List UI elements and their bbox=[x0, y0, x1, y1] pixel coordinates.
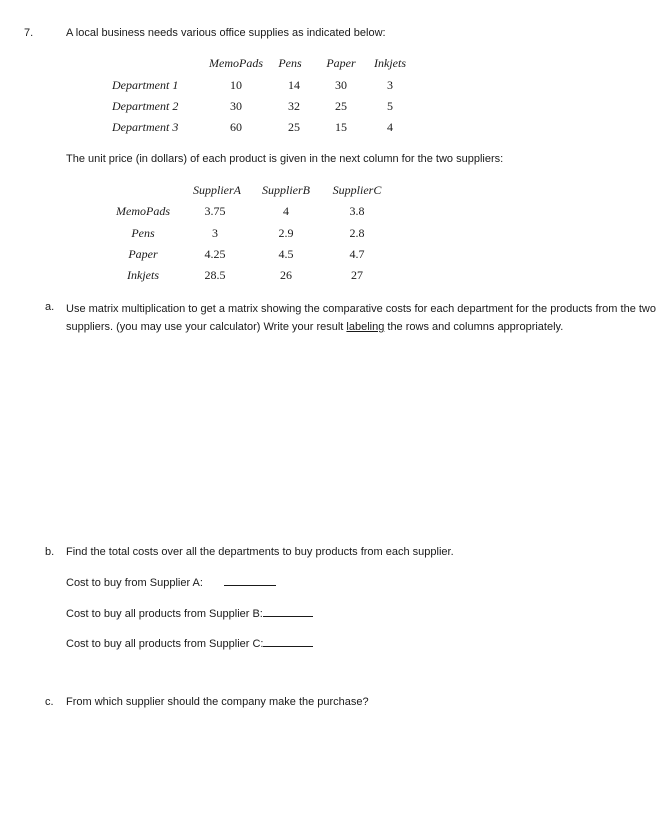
price-row-label: Inkjets bbox=[127, 268, 159, 282]
demand-cell: 25 bbox=[288, 120, 300, 134]
part-c-question: From which supplier should the company make the purchase? bbox=[66, 696, 369, 708]
price-cell: 27 bbox=[351, 268, 363, 282]
demand-cell: 4 bbox=[387, 120, 393, 134]
problem-number: 7. bbox=[24, 27, 34, 39]
part-a-underlined-word: labeling bbox=[346, 321, 385, 333]
price-cell: 26 bbox=[280, 268, 292, 282]
demand-cell: 30 bbox=[230, 99, 242, 113]
price-col-header: SupplierB bbox=[262, 183, 310, 197]
cost-supplier-b-line bbox=[66, 607, 313, 620]
price-cell: 4 bbox=[283, 204, 289, 218]
price-cell: 3 bbox=[212, 226, 218, 240]
part-a-marker: a. bbox=[45, 301, 55, 313]
demand-cell: 60 bbox=[230, 120, 242, 134]
demand-cell: 14 bbox=[288, 78, 300, 92]
cost-supplier-c-blank[interactable] bbox=[263, 637, 313, 647]
demand-row-label: Department 1 bbox=[112, 78, 179, 92]
price-cell: 4.25 bbox=[204, 247, 226, 261]
part-c-marker: c. bbox=[45, 696, 54, 708]
price-cell: 4.5 bbox=[278, 247, 294, 261]
price-cell: 28.5 bbox=[204, 268, 226, 282]
demand-row-label: Department 2 bbox=[112, 99, 179, 113]
problem-intro: A local business needs various office supplies as indicated below: bbox=[66, 27, 386, 39]
part-a-question bbox=[66, 300, 656, 336]
price-cell: 2.9 bbox=[278, 226, 294, 240]
price-cell: 3.8 bbox=[349, 204, 365, 218]
cost-supplier-a-blank[interactable] bbox=[224, 576, 276, 586]
price-cell: 3.75 bbox=[204, 204, 226, 218]
cost-supplier-c-line bbox=[66, 637, 313, 650]
part-a-text-end: the rows and columns appropriately. bbox=[384, 321, 564, 333]
demand-cell: 10 bbox=[230, 78, 242, 92]
cost-supplier-b-label: Cost to buy all products from Supplier B: bbox=[66, 608, 263, 620]
part-b-question: Find the total costs over all the departments to buy products from each supplier. bbox=[66, 546, 454, 558]
price-cell: 4.7 bbox=[349, 247, 365, 261]
price-cell: 2.8 bbox=[349, 226, 365, 240]
demand-cell: 32 bbox=[288, 99, 300, 113]
demand-row-label: Department 3 bbox=[112, 120, 179, 134]
price-col-header: SupplierC bbox=[332, 183, 382, 197]
price-col-header: SupplierA bbox=[193, 183, 241, 197]
demand-cell: 5 bbox=[387, 99, 393, 113]
demand-col-header: MemoPads bbox=[209, 56, 263, 70]
price-row-label: Paper bbox=[128, 247, 158, 261]
price-intro: The unit price (in dollars) of each product is given in the next column for the two suppliers: bbox=[66, 153, 504, 165]
demand-col-header: Pens bbox=[278, 56, 302, 70]
cost-supplier-b-blank[interactable] bbox=[263, 607, 313, 617]
demand-cell: 30 bbox=[335, 78, 347, 92]
cost-supplier-a-label: Cost to buy from Supplier A: bbox=[66, 577, 203, 589]
demand-cell: 15 bbox=[335, 120, 347, 134]
cost-supplier-c-label: Cost to buy all products from Supplier C: bbox=[66, 638, 264, 650]
price-row-label: MemoPads bbox=[116, 204, 170, 218]
demand-col-header: Inkjets bbox=[374, 56, 406, 70]
demand-cell: 25 bbox=[335, 99, 347, 113]
cost-supplier-a-line bbox=[66, 576, 276, 589]
part-b-marker: b. bbox=[45, 546, 55, 558]
demand-cell: 3 bbox=[387, 78, 393, 92]
part-a-text: Use matrix multiplication to get a matrix showing the comparative costs for each department for the products from the two suppliers. (you may use your calculator) Write your result bbox=[66, 303, 656, 333]
demand-col-header: Paper bbox=[326, 56, 356, 70]
price-row-label: Pens bbox=[131, 226, 155, 240]
